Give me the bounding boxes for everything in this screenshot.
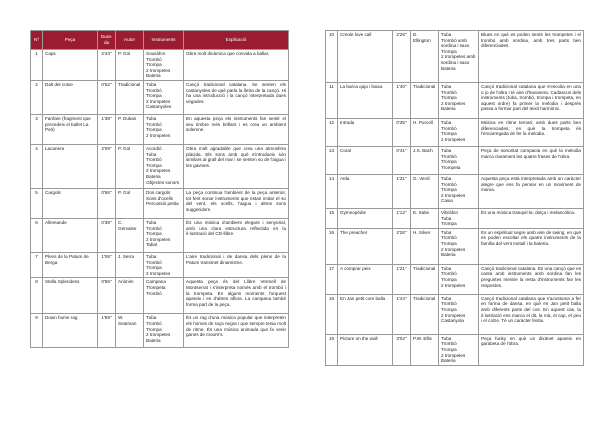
piece-explanation: Peça funky en què un dixitnet apareix en garabeta de l'obra.	[479, 334, 584, 365]
instrument-item: Trompa	[441, 306, 457, 312]
piece-author: P. Dukas	[116, 114, 144, 144]
track-duration: 0'52''	[98, 80, 116, 114]
piece-title: Gymnopédie	[338, 209, 393, 229]
table-row	[31, 252, 289, 277]
instrument-item: Trompa	[441, 221, 457, 227]
instrument-list	[144, 314, 184, 348]
instrument-item: Tuba	[146, 115, 157, 121]
track-number: 6	[31, 218, 43, 252]
piece-title: Creole love call	[338, 31, 393, 83]
instrument-item: 2 trompetes	[441, 282, 466, 288]
instrument-item: Tuba	[441, 229, 452, 235]
instrument-item: Trombó	[441, 153, 457, 159]
instrument-item: Trompa	[441, 95, 457, 101]
instrument-item: Trombó amb sordina i saxo	[441, 37, 470, 49]
instrument-item: Trompa	[441, 276, 457, 282]
piece-explanation: Obra molt agradable que crea una atmosfera plàcida. Els sons amb què s'introdueix són similars al grall del mar i se senten so de l'aigua i les gavines.	[184, 144, 289, 188]
instrument-item: Trombó	[441, 181, 457, 187]
instrument-item: Trombó	[441, 235, 457, 241]
instrument-list	[439, 31, 479, 83]
piece-author: Tradicional	[411, 83, 439, 119]
piece-author: P. Gol	[116, 188, 144, 218]
piece-title: The preacher	[338, 228, 393, 264]
piece-title: Allemande	[43, 218, 98, 252]
track-duration: 1'59''	[98, 314, 116, 348]
track-duration: 1'12''	[393, 209, 411, 229]
piece-author: H. Purcell	[411, 119, 439, 147]
instrument-item: Tuba	[441, 120, 452, 125]
piece-explanation: Cançó tradicional catalana que s'acostuma a fer en forma de dansa, en què en Jan petit balla amb diferents parts del cos. En aquest cas, la il·lustració ens marca el dit, la mà, el cap, el peu i el colze. Té un caràcter festiu.	[479, 294, 584, 334]
piece-title: Intrada	[338, 119, 393, 147]
piece-explanation: Cançó tradicional catalana. Es una cançó que es canta amb instruments amb sordina fan les preguntes mentre la resta d'instruments fan les respostes.	[479, 264, 584, 294]
track-duration: 1'06''	[98, 252, 116, 277]
instrument-item: Trombó	[146, 121, 162, 127]
piece-author: D. Ellington	[411, 31, 439, 83]
table-row	[326, 209, 584, 229]
instrument-item: Trompa	[441, 187, 457, 193]
piece-explanation: Cançó tradicional catalana. Se senten els castanyoles de què parla la lletra de la cançó. Hi ha una introducció i la cançó interpretada dues vegades.	[184, 80, 289, 114]
instrument-list	[439, 294, 479, 334]
instrument-item: Tuba	[441, 265, 452, 271]
instrument-item: Trombó	[441, 271, 457, 277]
track-number: 12	[326, 119, 338, 147]
track-duration: 2'09''	[98, 144, 116, 188]
instrument-item: Tuba	[441, 295, 452, 301]
piece-explanation: Música en ritme ternari, amb dues parts ben diferenciades, en què la trompeta és l'encarregada de fer la melodia.	[479, 119, 584, 147]
table-row	[31, 314, 289, 348]
track-number: 17	[326, 264, 338, 294]
track-number: 1	[31, 50, 43, 81]
instrument-item: Bateria	[146, 73, 161, 79]
instrument-item: Trompeta	[441, 164, 461, 170]
table-row	[31, 278, 289, 314]
piece-author: H. Silver	[411, 228, 439, 264]
table-row	[326, 31, 584, 83]
instrument-item: 2 trompetes	[441, 352, 466, 358]
instrument-item: Tuba	[441, 148, 452, 153]
header-num: Nº	[31, 31, 43, 50]
track-duration: 1'44''	[393, 294, 411, 334]
table-row	[326, 119, 584, 147]
piece-explanation: L'aire tradicional i de dansa dels plens de la Patum transmet dinamisme.	[184, 252, 289, 277]
table-row	[326, 228, 584, 264]
piece-title: Cargols	[43, 188, 98, 218]
instrument-item: Objectes sonors	[146, 179, 180, 185]
instrument-list	[439, 83, 479, 119]
instrument-list	[439, 228, 479, 264]
instrument-item: Trombó	[146, 87, 162, 93]
track-duration: 0'56''	[98, 188, 116, 218]
left-track-table	[30, 30, 289, 348]
piece-title: Picture on the wall	[338, 334, 393, 365]
piece-title: Lacanera	[43, 144, 98, 188]
instrument-item: 2 trompetes	[146, 132, 171, 138]
instrument-item: Tuba	[146, 81, 157, 87]
instrument-list	[144, 50, 184, 81]
piece-author: C. Gervaise	[116, 218, 144, 252]
instrument-item: 2 trompetes	[146, 98, 171, 104]
instrument-item: Trompa	[146, 231, 162, 237]
instrument-item: Trompa	[146, 127, 162, 133]
instrument-item: Trombó	[146, 56, 162, 62]
piece-author: W. Seatman	[116, 314, 144, 348]
piece-explanation: La peça continua l'ambient de la peça anterior, tot fent sonar instruments que estan imitar el so del vent, els ocells, l'aigua i altres sons suggeridors.	[184, 188, 289, 218]
piece-explanation: Blues en què es poden sentir les trompetes i el trombó amb sordina, amb tres parts ben diferenciades.	[479, 31, 584, 83]
track-number: 16	[326, 228, 338, 264]
instrument-item: Trombó	[146, 225, 162, 231]
instrument-item: 2 trompetes	[146, 332, 171, 338]
instrument-item: Trombó	[441, 125, 457, 131]
piece-title: Plens de la Patum de Berga	[43, 252, 98, 277]
instrument-item: Trompa	[146, 162, 162, 168]
table-row	[31, 114, 289, 144]
track-duration: 0'56''	[98, 278, 116, 314]
track-duration: 3'02''	[393, 334, 411, 365]
piece-title: En Jan petit com balla	[338, 294, 393, 334]
piece-title: Down home rag	[43, 314, 98, 348]
table-row	[326, 83, 584, 119]
instrument-item: Trombó	[441, 89, 457, 95]
instrument-item: Tuba	[146, 315, 157, 321]
instrument-item: Bateria	[441, 358, 456, 364]
piece-author: J.S. Bach	[411, 147, 439, 175]
instrument-list	[439, 119, 479, 147]
piece-title: Fanfare (fragment que precedeix el ballet La Peri)	[43, 114, 98, 144]
table-row	[326, 147, 584, 175]
instrument-list	[439, 147, 479, 175]
instrument-item: Vibràfon	[441, 210, 459, 215]
header-explanation: Explicació	[184, 31, 289, 50]
instrument-item: 2 trompetes	[146, 168, 171, 174]
track-number: 14	[326, 175, 338, 209]
piece-title: La barca quja i baixa	[338, 83, 393, 119]
instrument-item: Trompa	[441, 346, 457, 352]
track-number: 10	[326, 31, 338, 83]
track-duration: 1'31''	[393, 175, 411, 209]
track-duration: 2'26''	[393, 228, 411, 264]
header-instruments: Instruments	[144, 31, 184, 50]
instrument-item: Castanyoles	[146, 104, 172, 110]
track-duration: 0'39''	[98, 218, 116, 252]
piece-explanation: Aquesta peça està interpretada amb un caràcter alegre que ens fa pensar en un moviment de marxa.	[479, 175, 584, 209]
piece-title: Coral	[338, 147, 393, 175]
track-duration: 1'38''	[98, 114, 116, 144]
instrument-item: Tuba	[441, 176, 452, 181]
table-row	[326, 264, 584, 294]
instrument-item: Sons d'ocells	[146, 195, 173, 201]
track-number: 13	[326, 147, 338, 175]
instrument-list	[144, 252, 184, 277]
instrument-list	[439, 175, 479, 209]
instrument-list	[144, 188, 184, 218]
instrument-item: Trombó	[146, 290, 162, 296]
header-author: Autor	[116, 31, 144, 50]
piece-explanation: Es un espiritual negre amb aire de swing, en què es poden escoltar els quatre instruments de la família del vent metall i la bateria.	[479, 228, 584, 264]
instrument-item: Trompa	[441, 159, 457, 165]
instrument-item: Tuba	[146, 151, 157, 157]
table-row	[31, 218, 289, 252]
instrument-item: Bateria	[441, 252, 456, 258]
piece-explanation: És una música d'ambient elegant i senyorial, amb una clara estructura reflectida en la il·lustració del CD-llibre.	[184, 218, 289, 252]
piece-explanation: És un rag d'una música popular que interpreten els homes de raça negra i que sempre tenia molt de ritme. És una música animada que fa venir ganes de moure's.	[184, 314, 289, 348]
piece-author: Tradicional	[411, 294, 439, 334]
table-row	[31, 188, 289, 218]
piece-author: P. Gol	[116, 144, 144, 188]
piece-title: Stella Splendens	[43, 278, 98, 314]
table-row	[326, 175, 584, 209]
piece-author: E. Satie	[411, 209, 439, 229]
piece-author: G. Verdi	[411, 175, 439, 209]
piece-explanation: Aquesta peça és del Llibre Vermell de Montserrat i s'interpreta només amb el trombó i la trompeta. En alguns moments l'orquest apareix i en d'altres aflora. La campana també forma part de la peça.	[184, 278, 289, 314]
track-duration: 2'43''	[98, 50, 116, 81]
instrument-item: Trombó	[441, 341, 457, 347]
instrument-item: 2 trompetes	[441, 246, 466, 252]
piece-title: Caps	[43, 50, 98, 81]
right-track-table	[325, 30, 584, 366]
track-number: 9	[31, 314, 43, 348]
piece-explanation: Obra molt dinàmica que convida a ballar.	[184, 50, 289, 81]
track-number: 15	[326, 209, 338, 229]
instrument-item: Trombó	[146, 157, 162, 163]
piece-author: Anònim	[116, 278, 144, 314]
instrument-item: Trompa	[441, 131, 457, 137]
header-piece: Peça	[43, 31, 98, 50]
track-number: 2	[31, 80, 43, 114]
instrument-item: 2 trompetes	[441, 192, 466, 198]
instrument-list	[439, 334, 479, 365]
instrument-item: Tuba	[441, 215, 452, 221]
instrument-item: 2 trompetes	[441, 100, 466, 106]
track-number: 5	[31, 188, 43, 218]
track-number: 19	[326, 334, 338, 365]
instrument-item: 2 trompetes	[146, 236, 171, 242]
instrument-item: Tuba	[441, 335, 452, 341]
instrument-item: Trombó	[146, 259, 162, 265]
instrument-item: Trompa	[441, 48, 457, 54]
instrument-list	[144, 144, 184, 188]
instrument-item: 2 trompetes	[441, 312, 466, 318]
table-header-row	[31, 31, 289, 50]
instrument-item: Percussió petita	[146, 201, 179, 207]
track-number: 3	[31, 114, 43, 144]
instrument-item: Bateria	[146, 337, 161, 343]
instrument-list	[144, 80, 184, 114]
table-row	[326, 294, 584, 334]
piece-author: Tradicional	[116, 80, 144, 114]
piece-explanation: Cançó tradicional catalana que s'escolta en una o jo de l'altra i té aire d'havanera. Cadascun dels instruments (tuba, trombó, trompa i trompeta, en aquest ordre) fa primer la melodia i després passa a formar part del teixit harmònic.	[479, 83, 584, 119]
instrument-item: Tabal	[146, 242, 157, 248]
instrument-item: Castanyola	[441, 318, 464, 324]
piece-explanation: Peça de sonoritat compacta en què la melodia marca clarament les quatre frases de l'obra.	[479, 147, 584, 175]
track-number: 8	[31, 278, 43, 314]
instrument-item: 2 trompetes	[146, 67, 171, 73]
piece-author: P. Gol	[116, 50, 144, 81]
table-row	[31, 80, 289, 114]
piece-title: Aïda	[338, 175, 393, 209]
instrument-item: 2 trompetes	[441, 136, 466, 142]
piece-author: Tradicional	[411, 264, 439, 294]
piece-explanation: És una música tranquil·la, dolça i melancòlica.	[479, 209, 584, 229]
instrument-item: Bateria	[441, 106, 456, 112]
instrument-item: Caixa	[441, 198, 453, 204]
piece-author: P.W. Ellis	[411, 334, 439, 365]
track-number: 4	[31, 144, 43, 188]
instrument-list	[439, 264, 479, 294]
instrument-item: Tuba	[146, 219, 157, 225]
track-duration: 2'26''	[393, 31, 411, 83]
instrument-item: Bateria	[441, 65, 456, 71]
piece-title: Dalt del cotxe	[43, 80, 98, 114]
piece-explanation: En aquesta peça els instruments fan sentir el seu timbre més brillant i es crea un ambient solemne.	[184, 114, 289, 144]
track-duration: 0'41''	[393, 147, 411, 175]
instrument-list	[144, 114, 184, 144]
instrument-item: Dos cargols	[146, 189, 171, 195]
instrument-item: Tuba	[441, 32, 452, 37]
instrument-item: Trompa	[146, 265, 162, 271]
track-duration: 1'21''	[393, 264, 411, 294]
piece-author: J. Serra	[116, 252, 144, 277]
instrument-item: 2 trompetes	[146, 270, 171, 276]
piece-title: A comprar peix	[338, 264, 393, 294]
table-row	[31, 50, 289, 81]
track-number: 18	[326, 294, 338, 334]
instrument-item: Sousàfon	[146, 51, 166, 56]
instrument-item: Bateria	[146, 173, 161, 179]
track-duration: 1'40''	[393, 83, 411, 119]
instrument-item: Campana	[146, 279, 166, 285]
instrument-item: 2 trompetes amb sordina i saxo	[441, 54, 476, 65]
instrument-item: Acordió	[146, 145, 162, 151]
instrument-item: Trompeta	[146, 284, 166, 290]
instrument-item: Trompa	[146, 62, 162, 68]
track-number: 11	[326, 83, 338, 119]
instrument-item: Trompa	[146, 93, 162, 99]
instrument-item: Trompa	[441, 240, 457, 246]
header-duration: Dura- da	[98, 31, 116, 50]
table-row	[31, 144, 289, 188]
instrument-item: Trombó	[146, 320, 162, 326]
instrument-item: Trompa	[146, 326, 162, 332]
instrument-item: Trombó	[441, 301, 457, 307]
table-row	[326, 334, 584, 365]
instrument-item: Tuba	[146, 253, 157, 259]
instrument-list	[144, 218, 184, 252]
track-duration: 0'35''	[393, 119, 411, 147]
track-number: 7	[31, 252, 43, 277]
instrument-item: Tuba	[441, 84, 452, 89]
instrument-list	[439, 209, 479, 229]
instrument-list	[144, 278, 184, 314]
